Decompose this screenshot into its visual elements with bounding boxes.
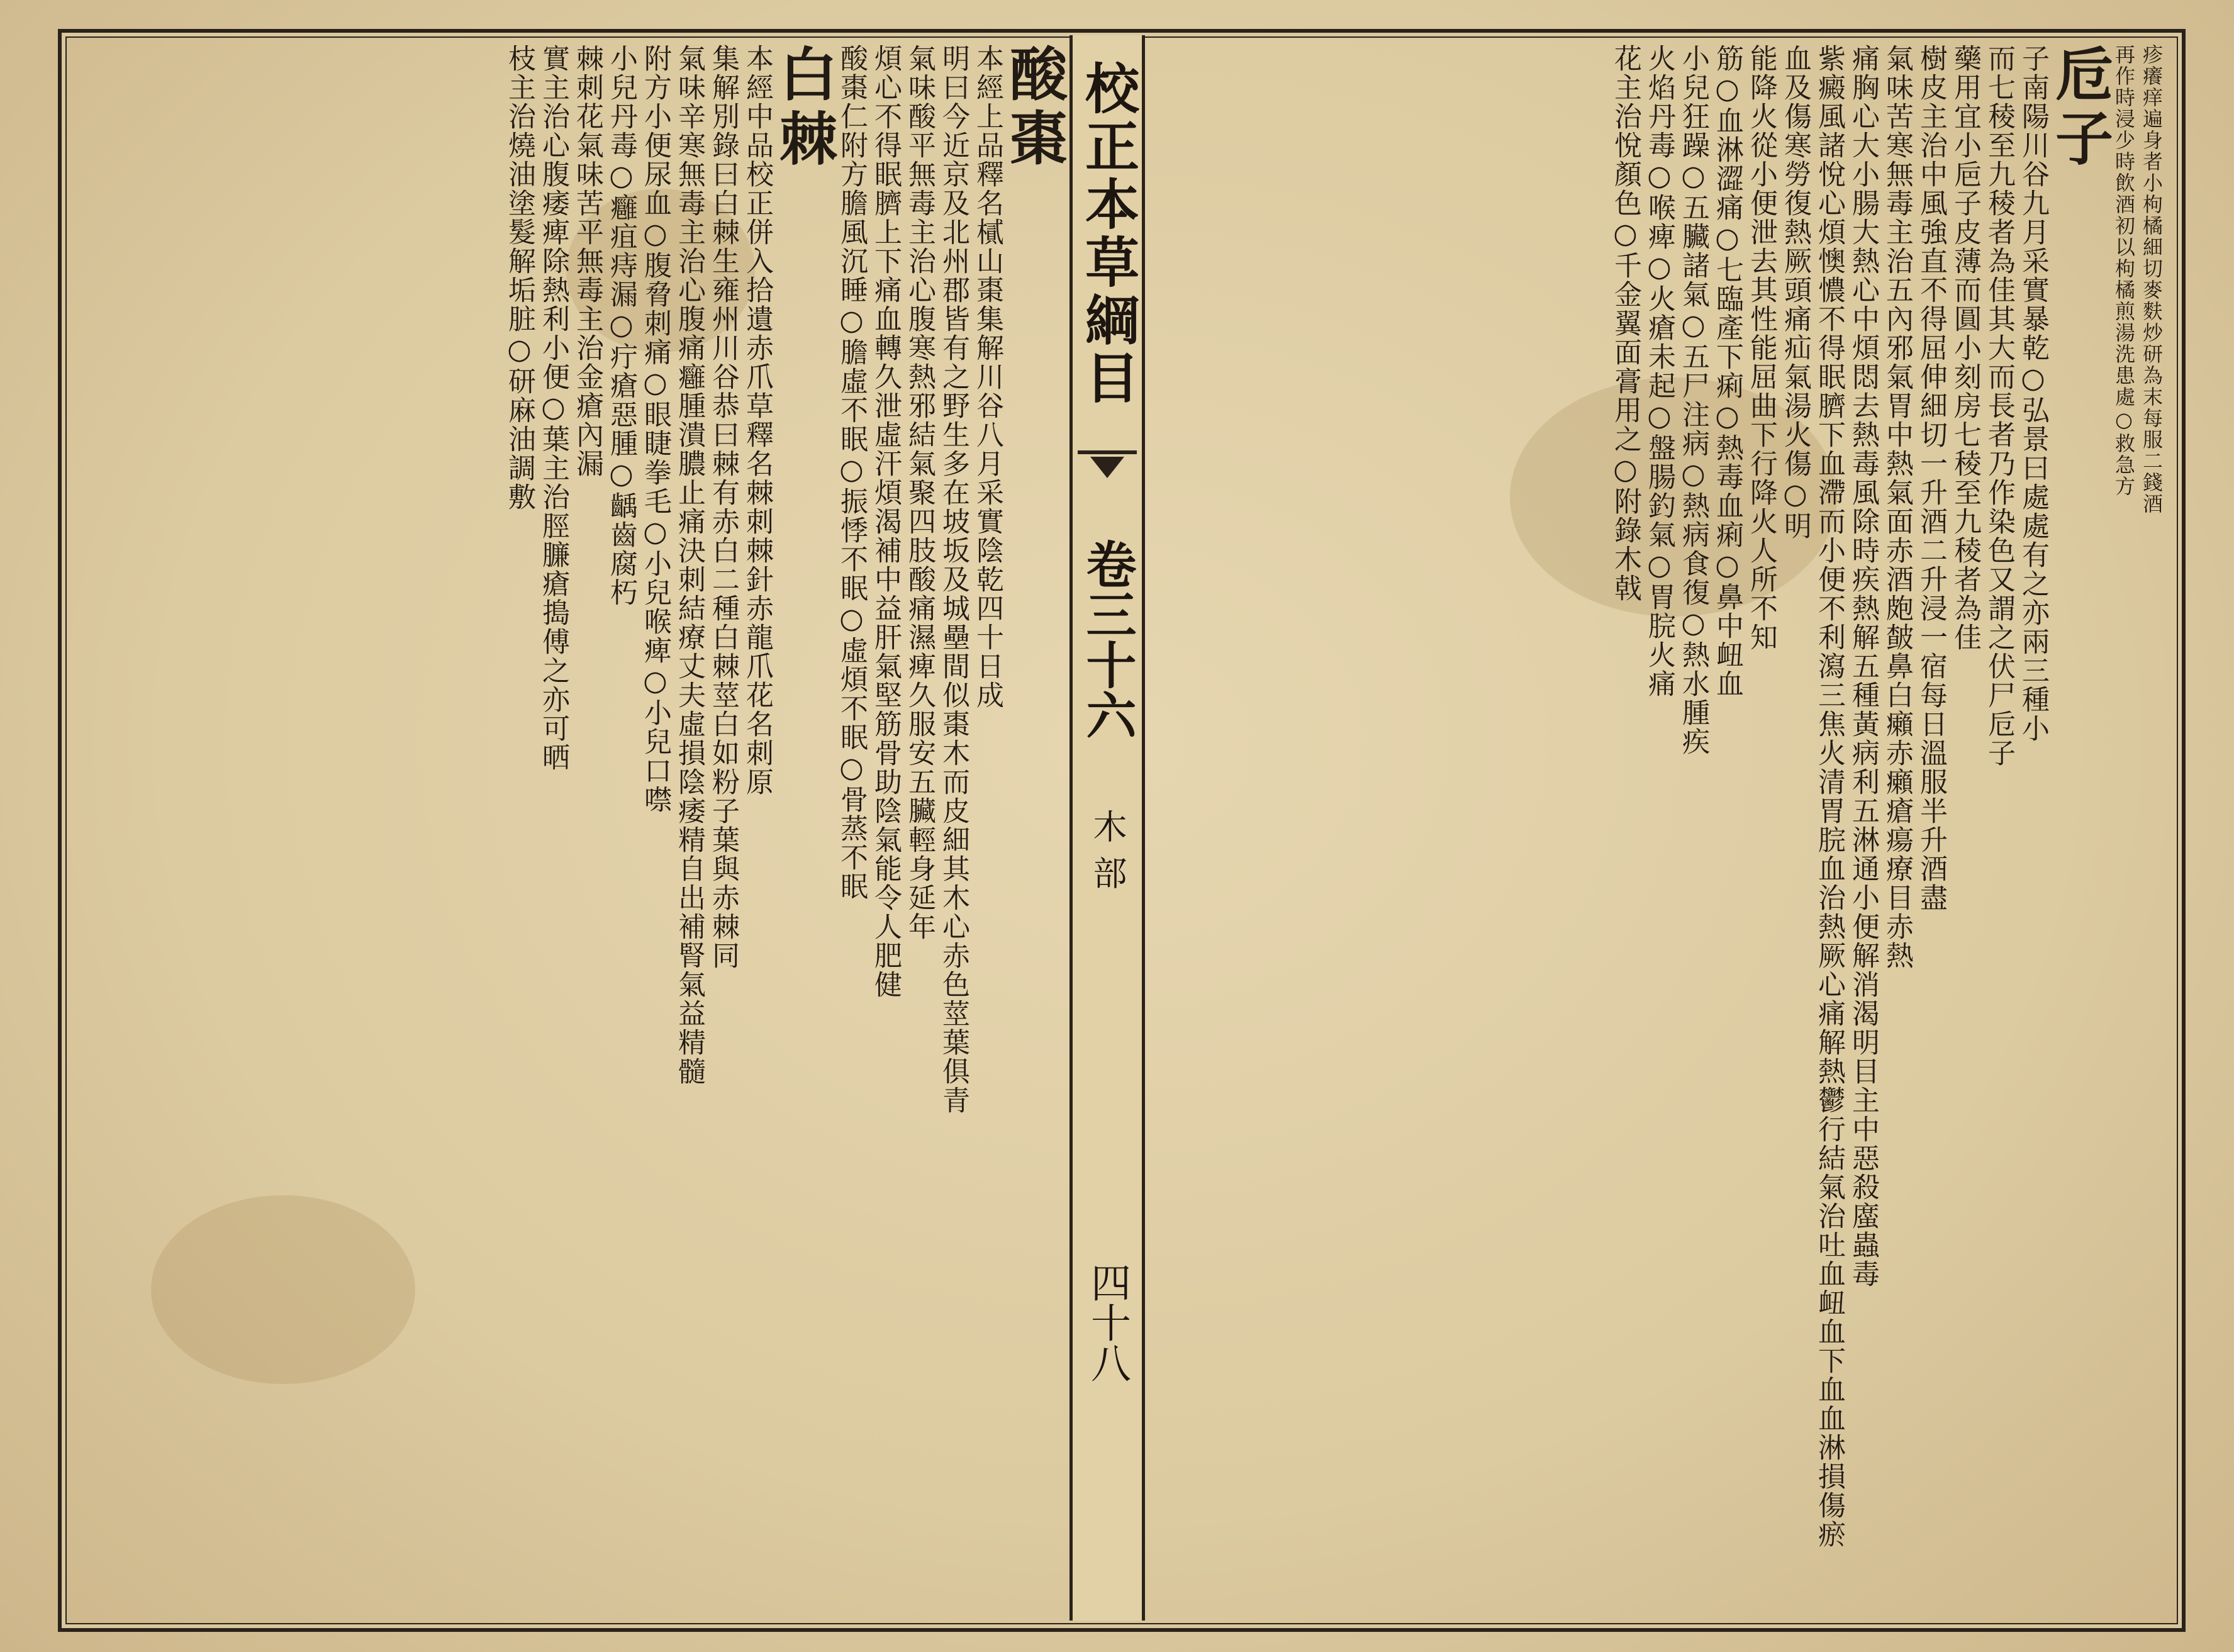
center-banner bbox=[1070, 35, 1145, 1621]
text-column: 小兒丹毒○癰疽痔漏○疔瘡惡腫○齲齒腐朽 bbox=[605, 44, 637, 607]
text-column: 氣味辛寒無毒主治心腹痛癰腫潰膿止痛決刺結療丈夫虛損陰痿精自出補腎氣益精髓 bbox=[673, 44, 705, 1086]
book-title: 校正本草綱目 bbox=[1076, 60, 1139, 408]
text-column: 棘刺花氣味苦平無毒主治金瘡內漏 bbox=[571, 44, 603, 478]
right-page-columns bbox=[1609, 44, 2164, 1610]
entry-heading: 卮子 bbox=[2046, 44, 2114, 172]
text-column: 紫癜風諸悅心煩懊憹不得眠臍下血滯而小便不利瀉三焦火清胃脘血治熱厥心痛解熱鬱行結氣治吐血衄血下血血淋損傷瘀 bbox=[1813, 44, 1845, 1549]
text-column: 酸棗仁附方膽風沉睡○膽虛不眠○振悸不眠○虛煩不眠○骨蒸不眠 bbox=[835, 44, 868, 901]
left-page bbox=[69, 44, 1068, 1610]
right-page bbox=[1145, 44, 2164, 1610]
text-column: 煩心不得眠臍上下痛血轉久泄虛汗煩渴補中益肝氣堅筋骨助陰氣能令人肥健 bbox=[869, 44, 902, 999]
text-column: 能降火從小便泄去其性能屈曲下行降火人所不知 bbox=[1745, 44, 1777, 652]
text-column: 明曰今近京及北州郡皆有之野生多在坡坂及城壘間似棗木而皮細其木心赤色莖葉俱青 bbox=[937, 44, 969, 1115]
fishtail-mark bbox=[1078, 450, 1137, 492]
volume-label: 卷三十六 bbox=[1078, 539, 1137, 740]
text-column: 藥用宜小巵子皮薄而圓小刻房七稜至九稜者為佳 bbox=[1949, 44, 1981, 652]
text-column: 痛胸心大小腸大熱心中煩悶去熱毒風除時疾熱解五種黃病利五淋通小便解消渴明目主中惡殺䗪蟲毒 bbox=[1847, 44, 1879, 1288]
text-column: 小兒狂躁○五臟諸氣○五尸注病○熱病食復○熱水腫疾 bbox=[1677, 44, 1709, 756]
text-column: 子南陽川谷九月采實暴乾○弘景曰處處有之亦兩三種小 bbox=[2017, 44, 2049, 743]
text-column: 花主治悅顏色○千金翼面膏用之○附錄木戟 bbox=[1609, 44, 1641, 603]
page-number: 四十八 bbox=[1084, 1262, 1131, 1383]
text-column: 附方小便尿血○腹脅刺痛○眼睫拳毛○小兒喉痺○小兒口噤 bbox=[639, 44, 671, 814]
entry-heading: 酸棗 bbox=[1000, 44, 1068, 172]
text-column: 再作時浸少時飲酒初以枸橘煎湯洗患處○救急方 bbox=[2112, 44, 2136, 497]
text-column: 疹癢痒遍身者小枸橘細切麥麩炒研為末每服二錢酒 bbox=[2140, 44, 2164, 515]
text-column: 樹皮主治中風強直不得屈伸細切一升酒二升浸一宿每日溫服半升酒盡 bbox=[1915, 44, 1947, 912]
text-column: 火焰丹毒○喉痺○火瘡未起○盤腸釣氣○胃脘火痛 bbox=[1643, 44, 1675, 698]
left-page-columns bbox=[503, 44, 1068, 1610]
text-column: 本經中品校正併入拾遺赤爪草釋名棘刺棘針赤龍爪花名刺原 bbox=[741, 44, 773, 796]
text-column: 血及傷寒勞復熱厥頭痛疝氣湯火傷○明 bbox=[1779, 44, 1811, 540]
text-column: 本經上品釋名樲山棗集解川谷八月采實陰乾四十日成 bbox=[971, 44, 1003, 710]
text-column: 氣味苦寒無毒主治五內邪氣胃中熱氣面赤酒皰皶鼻白癩赤癩瘡瘍療目赤熱 bbox=[1881, 44, 1913, 970]
text-column: 氣味酸平無毒主治心腹寒熱邪結氣聚四肢酸痛濕痺久服安五臟輕身延年 bbox=[903, 44, 935, 941]
text-column: 實主治心腹痿痺除熱利小便○葉主治脛臁瘡搗傅之亦可晒 bbox=[537, 44, 569, 772]
entry-heading: 白棘 bbox=[770, 44, 838, 172]
text-column: 枝主治燒油塗髮解垢脏○研麻油調敷 bbox=[503, 44, 535, 511]
text-column: 而七稜至九稜者為佳其大而長者乃作染色又謂之伏尸卮子 bbox=[1983, 44, 2015, 767]
section-label: 木部 bbox=[1088, 809, 1127, 902]
text-column: 集解別錄曰白棘生雍州川谷恭曰棘有赤白二種白棘莖白如粉子葉與赤棘同 bbox=[707, 44, 739, 970]
text-column: 筋○血淋澀痛○七臨產下痢○熱毒血痢○鼻中衄血 bbox=[1711, 44, 1743, 698]
